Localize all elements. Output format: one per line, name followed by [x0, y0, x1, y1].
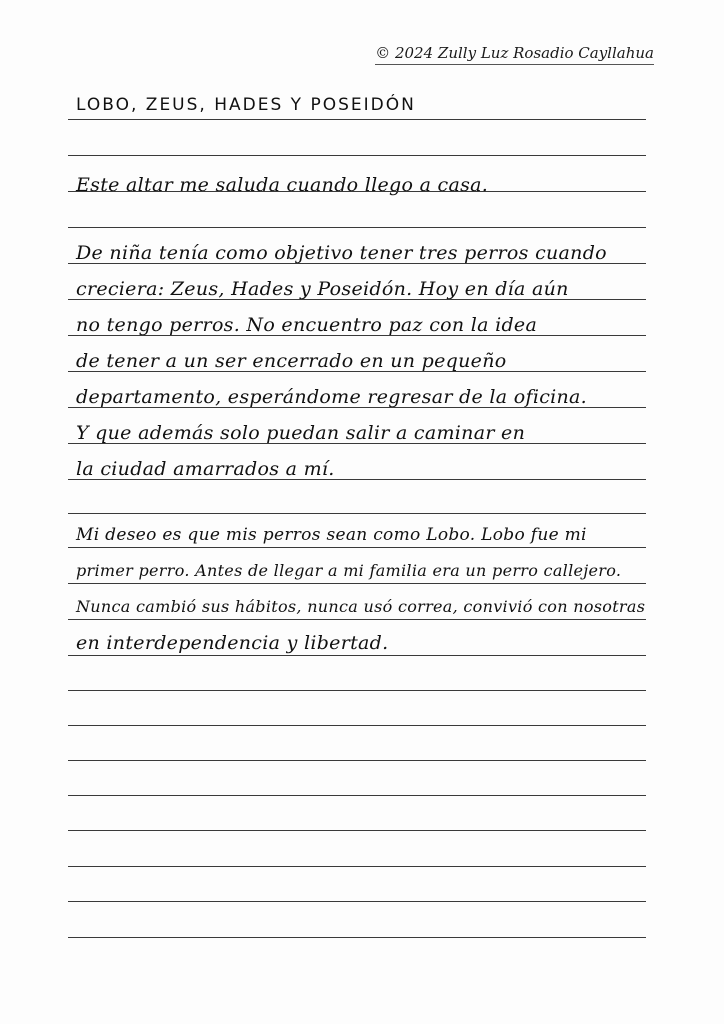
ruled-line	[68, 901, 646, 902]
ruled-line	[68, 583, 646, 584]
ruled-line	[68, 725, 646, 726]
paragraph-3-line-2: primer perro. Antes de llegar a mi familia era un perro callejero.	[76, 561, 622, 580]
ruled-line	[68, 795, 646, 796]
ruled-line	[68, 443, 646, 444]
ruled-line	[68, 830, 646, 831]
paragraph-2-line-2: creciera: Zeus, Hades y Poseidón. Hoy en día aún	[76, 278, 569, 300]
ruled-line	[68, 866, 646, 867]
ruled-line	[68, 760, 646, 761]
ruled-line	[68, 513, 646, 514]
ruled-line	[68, 479, 646, 480]
paragraph-2-line-1: De niña tenía como objetivo tener tres perros cuando	[76, 242, 607, 264]
paragraph-3-line-1: Mi deseo es que mis perros sean como Lobo. Lobo fue mi	[76, 525, 587, 545]
ruled-line	[68, 619, 646, 620]
paragraph-2-line-5: departamento, esperándome regresar de la oficina.	[76, 386, 588, 408]
copyright-signature: © 2024 Zully Luz Rosadio Cayllahua	[375, 44, 654, 65]
paragraph-2-line-3: no tengo perros. No encuentro paz con la idea	[76, 314, 538, 336]
ruled-line	[68, 119, 646, 120]
paragraph-2-line-4: de tener a un ser encerrado en un pequeño	[76, 350, 507, 372]
ruled-line	[68, 263, 646, 264]
ruled-line	[68, 299, 646, 300]
ruled-line	[68, 655, 646, 656]
ruled-line	[68, 547, 646, 548]
ruled-line	[68, 155, 646, 156]
ruled-line	[68, 227, 646, 228]
ruled-line	[68, 937, 646, 938]
paragraph-2-line-6: Y que además solo puedan salir a caminar en	[76, 422, 526, 444]
paragraph-3-line-4: en interdependencia y libertad.	[76, 632, 389, 654]
ruled-line	[68, 191, 646, 192]
paragraph-3-line-3: Nunca cambió sus hábitos, nunca usó correa, convivió con nosotras	[76, 597, 646, 616]
ruled-line	[68, 407, 646, 408]
ruled-line	[68, 690, 646, 691]
paragraph-2-line-7: la ciudad amarrados a mí.	[76, 458, 335, 480]
ruled-line	[68, 335, 646, 336]
ruled-line	[68, 371, 646, 372]
page-title: LOBO, ZEUS, HADES Y POSEIDÓN	[76, 95, 416, 115]
paragraph-1-line-1: Este altar me saluda cuando llego a casa.	[76, 174, 489, 196]
